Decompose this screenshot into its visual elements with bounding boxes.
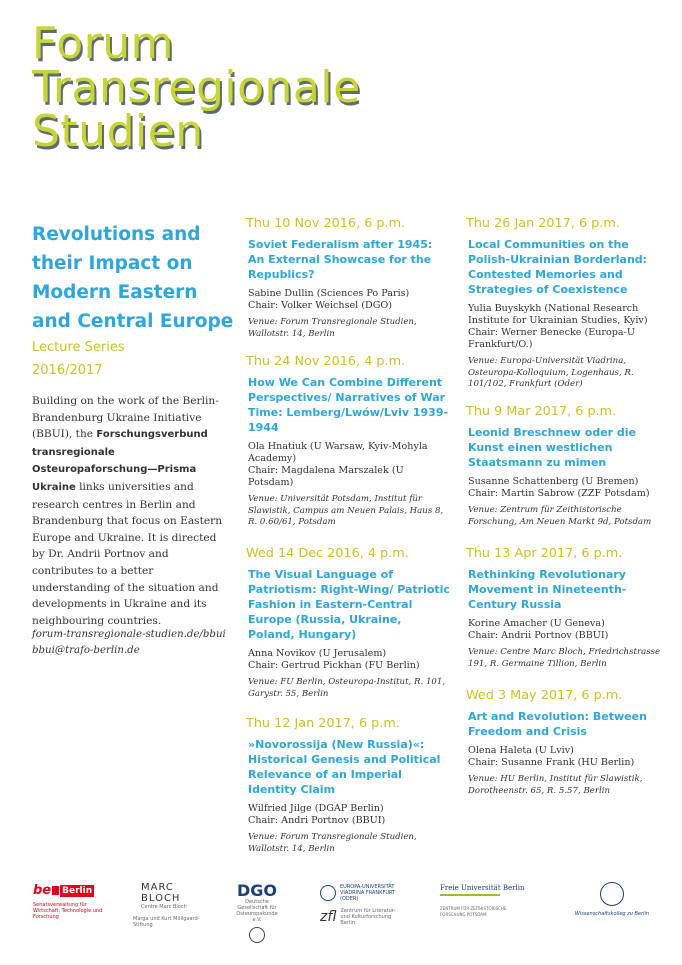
event-title: The Visual Language of Patriotism: Right-Wing/ Patriotic Fashion in Eastern-Central Europe (Russia, Ukraine, Poland, Hungary) bbox=[248, 568, 450, 641]
event-speakers: Anna Novikov (U Jerusalem) Chair: Gertrud Pickhan (FU Berlin) bbox=[248, 648, 420, 671]
event bbox=[466, 546, 671, 670]
event bbox=[466, 216, 671, 391]
mueller-caption: Marga und Kurt Möllgaard-Stiftung bbox=[133, 916, 200, 928]
sponsor-logos bbox=[0, 880, 682, 950]
series-title-line: their Impact on bbox=[32, 253, 193, 274]
title-line: Transregionale bbox=[32, 62, 361, 113]
event-title: Soviet Federalism after 1945: An External Showcase for the Republics? bbox=[248, 238, 433, 281]
dgo-logo bbox=[232, 882, 282, 943]
zzf-caption: ZENTRUM FÜR ZEITHISTORISCHE FORSCHUNG POTSDAM bbox=[440, 906, 507, 917]
event-title: How We Can Combine Different Perspectives/ Narratives of War Time: Lemberg/Lwów/Lviv 1939-1944 bbox=[248, 376, 449, 434]
event-title: Rethinking Revolutionary Movement in Nineteenth-Century Russia bbox=[468, 568, 627, 611]
wiko-wordmark: Wissenschaftskolleg zu Berlin bbox=[574, 911, 650, 917]
event-title: Leonid Breschnew oder die Kunst einen westlichen Staatsmann zu mimen bbox=[468, 426, 637, 469]
intro-highlight: Forschungsverbund transregionale Osteuropaforschung—Prisma Ukraine bbox=[32, 429, 208, 493]
event-venue: Venue: FU Berlin, Osteuropa-Institut, R. 101, Garystr. 55, Berlin bbox=[248, 677, 446, 699]
bear-icon bbox=[52, 886, 59, 895]
event-date: Wed 14 Dec 2016, 4 p.m. bbox=[246, 546, 409, 561]
email-link[interactable]: bbui@trafo-berlin.de bbox=[32, 645, 140, 656]
viadrina-logo bbox=[320, 884, 400, 926]
event-date: Thu 10 Nov 2016, 6 p.m. bbox=[246, 216, 406, 231]
event-title: »Novorossija (New Russia)«: Historical Genesis and Political Relevance of an Imperial Identity Claim bbox=[248, 738, 441, 796]
event bbox=[246, 216, 451, 340]
intro-part1: Building on the work of the Berlin-Brandenburg Ukraine Initiative (BBUI), the bbox=[32, 395, 219, 441]
contact-links bbox=[32, 627, 232, 659]
fu-wordmark: Freie Universität Berlin bbox=[440, 884, 525, 892]
event-venue: Venue: Forum Transregionale Studien, Wallotstr. 14, Berlin bbox=[248, 317, 417, 339]
event-venue: Venue: Forum Transregionale Studien, Wallotstr. 14, Berlin bbox=[248, 832, 417, 854]
lecture-years: 2016/2017 bbox=[32, 363, 103, 378]
event-speakers: Wilfried Jilge (DGAP Berlin) Chair: Andri Portnov (BBUI) bbox=[248, 803, 386, 826]
marc-bloch-caption: Centre Marc Bloch bbox=[141, 904, 187, 910]
series-title-line: Modern Eastern bbox=[32, 282, 198, 303]
lecture-label: Lecture Series bbox=[32, 340, 125, 355]
event-date: Wed 3 May 2017, 6 p.m. bbox=[466, 688, 623, 703]
event bbox=[246, 546, 451, 700]
event bbox=[246, 354, 451, 529]
series-title-line: Revolutions and bbox=[32, 224, 201, 245]
event-speakers: Susanne Schattenberg (U Bremen) Chair: Martin Sabrow (ZZF Potsdam) bbox=[468, 476, 650, 499]
event bbox=[466, 404, 671, 528]
marc-bloch-wordmark: MARC BLOCH bbox=[141, 882, 181, 904]
wiko-seal-icon bbox=[600, 882, 624, 906]
event bbox=[466, 688, 671, 797]
event-date: Thu 26 Jan 2017, 6 p.m. bbox=[466, 216, 620, 231]
berlin-caption: Senatsverwaltung für Wirtschaft, Technologie und Forschung bbox=[33, 902, 103, 920]
event-date: Thu 9 Mar 2017, 6 p.m. bbox=[466, 404, 617, 419]
series-title bbox=[32, 220, 232, 336]
seal-icon bbox=[249, 927, 265, 943]
event-speakers: Sabine Dullin (Sciences Po Paris) Chair: Volker Weichsel (DGO) bbox=[248, 288, 410, 311]
viadrina-wordmark: EUROPA-UNIVERSITÄT VIADRINA FRANKFURT (ODER) bbox=[340, 884, 396, 902]
berlin-wordmark: Berlin bbox=[62, 886, 93, 896]
series-title-line: and Central Europe bbox=[32, 311, 234, 332]
intro-part2: links universities and research centres in Berlin and Brandenburg that focus on Eastern Europe and Ukraine. It is directed by Dr. Andrii Portnov and contributes to a better understanding of the situation and developments in Ukraine and its neighbouring countries. bbox=[32, 480, 223, 627]
event-venue: Venue: Europa-Universität Viadrina, Osteuropa-Kolloquium, Logenhaus, R. 101/102, Frankfurt (Oder) bbox=[468, 356, 634, 389]
event-venue: Venue: Centre Marc Bloch, Friedrichstrasse 191, R. Germaine Tillion, Berlin bbox=[468, 647, 661, 669]
fu-berlin-logo bbox=[440, 884, 530, 918]
berlin-logo bbox=[33, 884, 105, 920]
event-speakers: Ola Hnatiuk (U Warsaw, Kyiv-Mohyla Academy) Chair: Magdalena Marszalek (U Potsdam) bbox=[248, 441, 428, 488]
event-speakers: Korine Amacher (U Geneva) Chair: Andrii Portnov (BBUI) bbox=[468, 618, 609, 641]
event-title: Local Communities on the Polish-Ukrainian Borderland: Contested Memories and Strategies of Coexistence bbox=[468, 238, 648, 296]
zfl-wordmark: zfl bbox=[320, 909, 337, 925]
be-mark: be bbox=[33, 883, 52, 898]
event-title: Art and Revolution: Between Freedom and Crisis bbox=[468, 710, 647, 738]
intro-text bbox=[32, 393, 232, 629]
title-line: Forum bbox=[32, 18, 174, 69]
event-date: Thu 12 Jan 2017, 6 p.m. bbox=[246, 716, 400, 731]
event-speakers: Olena Haleta (U Lviv) Chair: Susanne Frank (HU Berlin) bbox=[468, 745, 635, 768]
lecture-series-label bbox=[32, 336, 232, 382]
event-date: Thu 13 Apr 2017, 6 p.m. bbox=[466, 546, 623, 561]
event-venue: Venue: Zentrum für Zeithistorische Forschung, Am Neuen Markt 9d, Potsdam bbox=[468, 505, 652, 527]
wiko-logo bbox=[572, 882, 652, 917]
website-link[interactable]: forum-transregionale-studien.de/bbui bbox=[32, 629, 226, 640]
dgo-caption: Deutsche Gesellschaft für Osteuropakunde e.V. bbox=[236, 899, 278, 923]
dgo-wordmark: DGO bbox=[236, 881, 277, 900]
title-line: Studien bbox=[32, 106, 204, 157]
event-venue: Venue: Universität Potsdam, Institut für Slawistik, Campus am Neuen Palais, Haus 8, R. 0.60/61, Potsdam bbox=[248, 494, 444, 527]
event-speakers: Yulia Buyskykh (National Research Institute for Ukrainian Studies, Kyiv) Chair: Werner Benecke (Europa-U Frankfurt/O.) bbox=[468, 303, 648, 350]
marc-bloch-logo bbox=[133, 882, 213, 928]
page-title bbox=[32, 18, 361, 157]
event-venue: Venue: HU Berlin, Institut für Slawistik, Dorotheenstr. 65, R. 5.57, Berlin bbox=[468, 774, 643, 796]
event bbox=[246, 716, 451, 855]
fu-underline bbox=[440, 894, 500, 896]
viadrina-seal-icon bbox=[320, 885, 336, 901]
event-date: Thu 24 Nov 2016, 4 p.m. bbox=[246, 354, 406, 369]
zfl-caption: Zentrum für Literatur- und Kulturforschung Berlin bbox=[340, 908, 396, 926]
